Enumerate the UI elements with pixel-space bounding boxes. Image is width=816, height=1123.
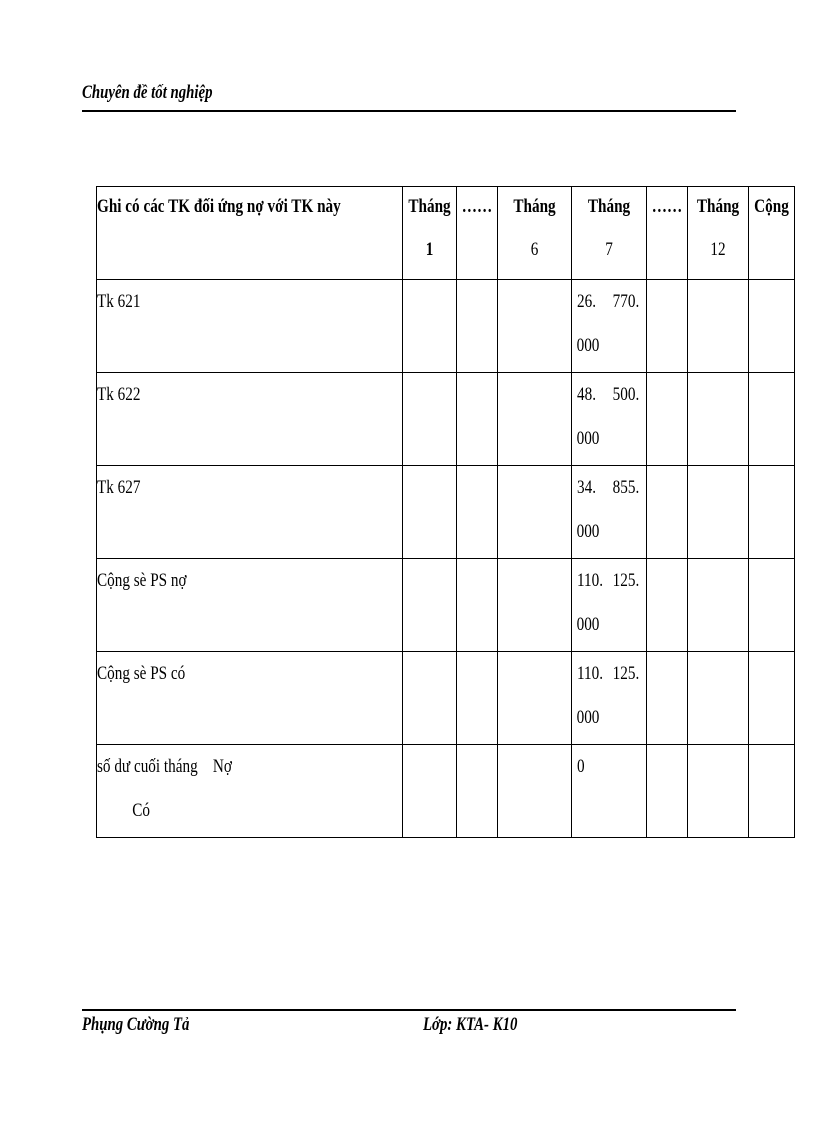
empty-cell <box>402 466 456 559</box>
empty-cell <box>748 559 794 652</box>
footer-author: Phụng Cường Tả <box>82 1014 190 1035</box>
table-row <box>97 373 795 466</box>
empty-cell <box>748 466 794 559</box>
month-7-value: 34. 855. 000 <box>571 466 646 559</box>
table-row <box>97 652 795 745</box>
empty-cell <box>456 559 497 652</box>
month-7-value: 0 <box>571 745 646 838</box>
row-label: số dư cuối tháng Nợ Có <box>97 745 403 838</box>
empty-cell <box>456 280 497 373</box>
empty-cell <box>687 466 748 559</box>
table-row <box>97 745 795 838</box>
empty-cell <box>646 280 687 373</box>
table-row <box>97 559 795 652</box>
table-row <box>97 466 795 559</box>
empty-cell <box>402 745 456 838</box>
empty-cell <box>456 373 497 466</box>
empty-cell <box>402 559 456 652</box>
row-label: Cộng sè PS có <box>97 652 403 745</box>
empty-cell <box>497 373 571 466</box>
empty-cell <box>497 559 571 652</box>
row-label: Tk 621 <box>97 280 403 373</box>
header-cell-month-1: Tháng 1 <box>402 187 456 280</box>
empty-cell <box>748 373 794 466</box>
empty-cell <box>646 466 687 559</box>
empty-cell <box>748 652 794 745</box>
header-cell-month-6: Tháng 6 <box>497 187 571 280</box>
empty-cell <box>456 745 497 838</box>
header-cell-month-7: Tháng 7 <box>571 187 646 280</box>
empty-cell <box>497 745 571 838</box>
month-7-value: 110. 125. 000 <box>571 559 646 652</box>
month-7-value: 110. 125. 000 <box>571 652 646 745</box>
table-row <box>97 280 795 373</box>
header-cell-account: Ghi có các TK đối ứng nợ với TK này <box>97 187 403 280</box>
table-header-row <box>97 187 795 280</box>
footer-class: Lớp: KTA- K10 <box>423 1014 518 1035</box>
ledger-table <box>96 186 795 838</box>
header-rule <box>82 110 736 112</box>
empty-cell <box>646 559 687 652</box>
empty-cell <box>646 373 687 466</box>
empty-cell <box>687 373 748 466</box>
empty-cell <box>687 280 748 373</box>
empty-cell <box>456 652 497 745</box>
empty-cell <box>646 652 687 745</box>
empty-cell <box>402 280 456 373</box>
row-label: Cộng sè PS nợ <box>97 559 403 652</box>
month-7-value: 26. 770. 000 <box>571 280 646 373</box>
empty-cell <box>497 652 571 745</box>
empty-cell <box>748 280 794 373</box>
row-label: Tk 622 <box>97 373 403 466</box>
empty-cell <box>456 466 497 559</box>
empty-cell <box>497 280 571 373</box>
header-cell-ellipsis-2: …… <box>646 187 687 280</box>
row-label: Tk 627 <box>97 466 403 559</box>
empty-cell <box>748 745 794 838</box>
empty-cell <box>497 466 571 559</box>
empty-cell <box>402 652 456 745</box>
empty-cell <box>687 745 748 838</box>
header-cell-month-12: Tháng 12 <box>687 187 748 280</box>
header-cell-total: Cộng <box>748 187 794 280</box>
page-header-title: Chuyên đề tốt nghiệp <box>82 82 213 103</box>
empty-cell <box>687 652 748 745</box>
empty-cell <box>646 745 687 838</box>
header-cell-ellipsis-1: …… <box>456 187 497 280</box>
month-7-value: 48. 500. 000 <box>571 373 646 466</box>
footer-rule <box>82 1009 736 1011</box>
empty-cell <box>402 373 456 466</box>
empty-cell <box>687 559 748 652</box>
